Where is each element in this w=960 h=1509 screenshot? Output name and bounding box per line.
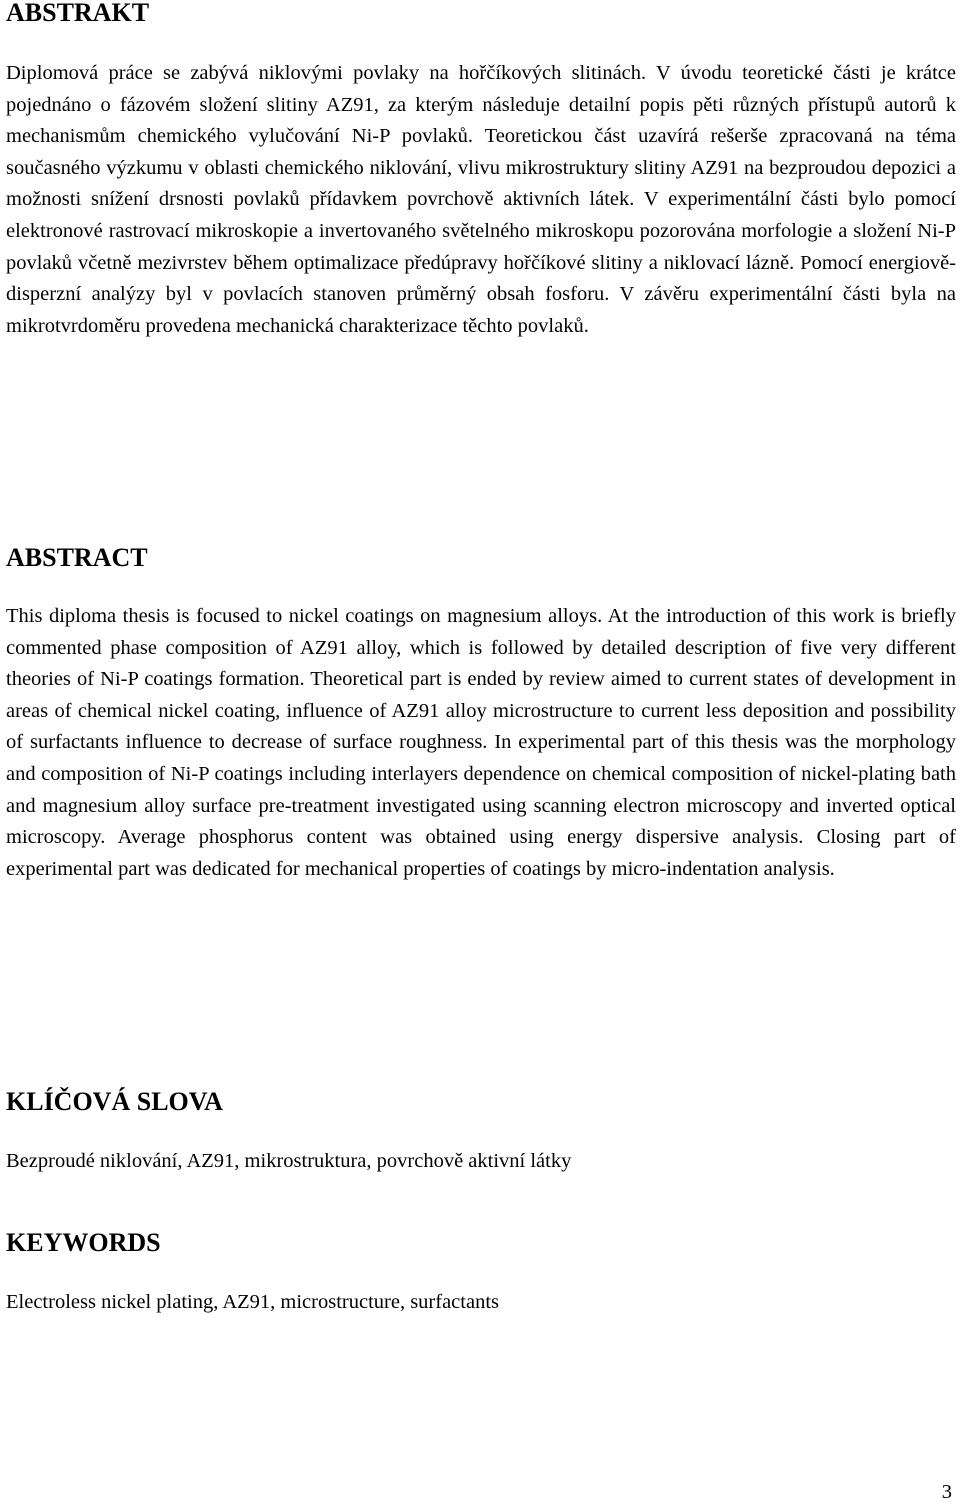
page-number: 3 — [941, 1481, 952, 1503]
abstract-paragraph: This diploma thesis is focused to nickel coatings on magnesium alloys. At the introduction of this work is briefly commented phase composition of AZ91 alloy, which is followed by detailed description of five very different theories of Ni-P coatings formation. Theoretical part is ended by review aimed to current states of development in areas of chemical nickel coating, influence of AZ91 alloy microstructure to current less deposition and possibility of surfactants influence to decrease of surface roughness. In experimental part of this thesis was the morphology and composition of Ni-P coatings including interlayers dependence on chemical composition of nickel-plating bath and magnesium alloy surface pre-treatment investigated using scanning electron microscopy and inverted optical microscopy. Average phosphorus content was obtained using energy dispersive analysis. Closing part of experimental part was dedicated for mechanical properties of coatings by micro-indentation analysis. — [6, 605, 956, 880]
keywords-text: Electroless nickel plating, AZ91, microstructure, surfactants — [6, 1291, 499, 1313]
klicova-slova-text: Bezproudé niklování, AZ91, mikrostruktura, povrchově aktivní látky — [6, 1150, 572, 1172]
klicova-slova-heading: KLÍČOVÁ SLOVA — [6, 1087, 223, 1116]
keywords-heading: KEYWORDS — [6, 1228, 161, 1257]
abstrakt-heading: ABSTRAKT — [6, 0, 150, 27]
abstract-heading: ABSTRACT — [6, 543, 148, 572]
abstrakt-paragraph: Diplomová práce se zabývá niklovými povlaky na hořčíkových slitinách. V úvodu teoretické části je krátce pojednáno o fázovém složení slitiny AZ91, za kterým následuje detailní popis pěti různých přístupů autorů k mechanismům chemického vylučování Ni-P povlaků. Teoretickou část uzavírá rešerše zpracovaná na téma současného výzkumu v oblasti chemického niklování, vlivu mikrostruktury slitiny AZ91 na bezproudou depozici a možnosti snížení drsnosti povlaků přídavkem povrchově aktivních látek. V experimentální části bylo pomocí elektronové rastrovací mikroskopie a invertovaného světelného mikroskopu pozorována morfologie a složení Ni-P povlaků včetně mezivrstev během optimalizace předúpravy hořčíkové slitiny a niklovací lázně. Pomocí energiově-disperzní analýzy byl v povlacích stanoven průměrný obsah fosforu. V závěru experimentální části byla na mikrotvrdoměru provedena mechanická charakterizace těchto povlaků. — [6, 62, 956, 337]
